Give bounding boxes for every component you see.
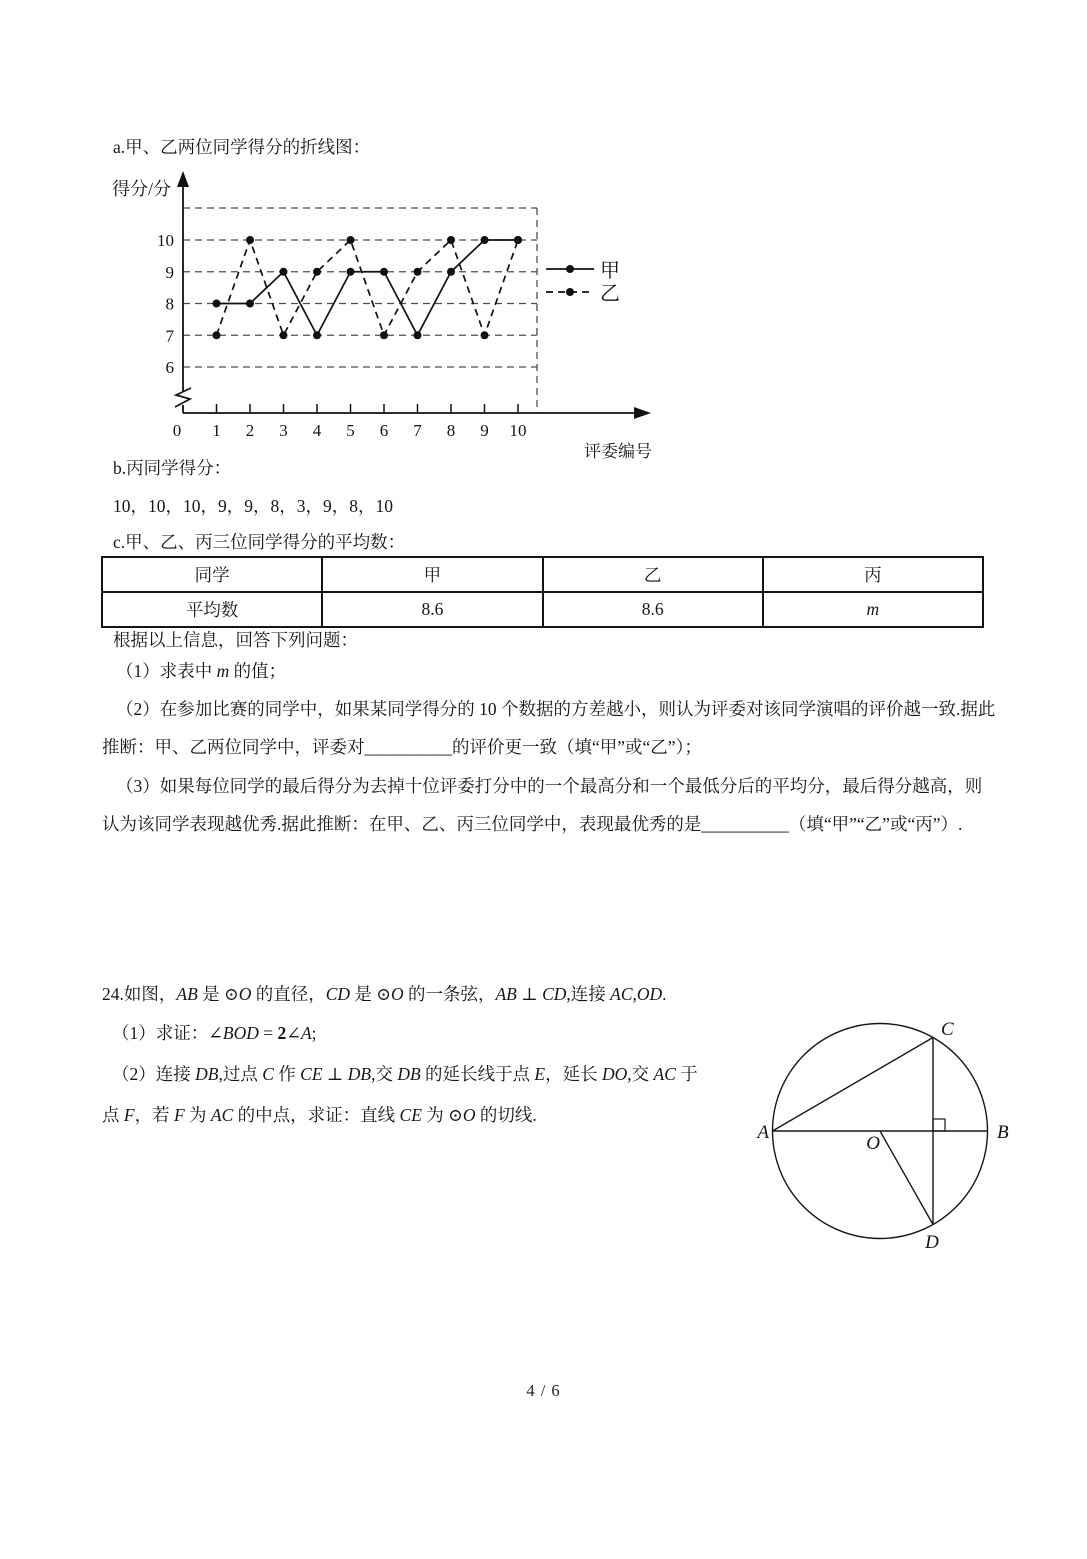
section-c-label: c.甲、乙、丙三位同学得分的平均数： — [113, 532, 406, 552]
segment-od — [880, 1131, 933, 1225]
question-3-line-2: 认为该同学表现越优秀.据此推断：在甲、乙、丙三位同学中，表现最优秀的是__________（填“甲”“乙”或“丙”）. — [102, 814, 963, 834]
svg-text:10: 10 — [157, 231, 174, 250]
svg-text:4: 4 — [312, 421, 322, 440]
circle-diagram — [745, 1005, 1035, 1260]
svg-text:9: 9 — [165, 262, 174, 282]
svg-text:9: 9 — [480, 421, 489, 440]
header-student: 同学 — [102, 557, 322, 592]
segment-ac — [773, 1038, 934, 1132]
average-table — [101, 556, 984, 628]
header-bing: 丙 — [763, 557, 983, 592]
svg-text:6: 6 — [165, 358, 174, 377]
problem-24-line-3: （2）连接 DB,过点 C 作 CE ⊥ DB,交 DB 的延长线于点 E，延长 DO,交 AC 于 — [112, 1064, 698, 1084]
svg-text:3: 3 — [279, 421, 288, 440]
point-label-b: B — [997, 1122, 1009, 1143]
svg-text:7: 7 — [165, 326, 174, 346]
section-a-label: a.甲、乙两位同学得分的折线图： — [113, 137, 371, 157]
svg-text:1: 1 — [212, 421, 221, 440]
svg-text:8: 8 — [165, 294, 174, 314]
student-c-scores: 10，10，10，9，9，8，3，9，8，10 — [113, 496, 393, 516]
svg-text:得分/分: 得分/分 — [112, 179, 172, 199]
problem-24-line-2: （1）求证：∠BOD = 2∠A; — [112, 1023, 317, 1043]
point-label-a: A — [757, 1122, 769, 1143]
svg-text:乙: 乙 — [600, 283, 620, 305]
question-3-line-1: （3）如果每位同学的最后得分为去掉十位评委打分中的一个最高分和一个最低分后的平均分，最后得分越高，则 — [116, 776, 983, 796]
avg-bing-m: m — [763, 592, 983, 627]
header-jia: 甲 — [322, 557, 542, 592]
svg-text:评委编号: 评委编号 — [584, 442, 652, 461]
circle-diagram-svg — [745, 1005, 1035, 1260]
point-label-d: D — [925, 1232, 939, 1253]
svg-text:0: 0 — [172, 421, 182, 440]
score-line-chart — [110, 165, 670, 465]
header-yi: 乙 — [543, 557, 763, 592]
section-b-label: b.丙同学得分： — [113, 458, 232, 478]
question-1: （1）求表中 m 的值； — [116, 661, 287, 681]
svg-text:6: 6 — [379, 421, 389, 440]
avg-yi: 8.6 — [543, 592, 763, 627]
svg-text:8: 8 — [446, 421, 456, 440]
svg-text:甲: 甲 — [600, 260, 620, 282]
questions-intro: 根据以上信息，回答下列问题： — [113, 630, 358, 650]
avg-jia: 8.6 — [322, 592, 542, 627]
point-label-o: O — [866, 1133, 880, 1154]
problem-24-line-4: 点 F，若 F 为 AC 的中点，求证：直线 CE 为 ⊙O 的切线. — [102, 1105, 537, 1125]
point-label-c: C — [941, 1019, 954, 1040]
table-header-row — [102, 557, 983, 592]
question-2-line-2: 推断：甲、乙两位同学中，评委对__________的评价更一致（填“甲”或“乙”）； — [102, 737, 702, 757]
svg-text:7: 7 — [413, 421, 422, 440]
problem-24-line-1: 24.如图，AB 是 ⊙O 的直径，CD 是 ⊙O 的一条弦，AB ⊥ CD,连接 AC,OD. — [102, 984, 667, 1004]
svg-text:10: 10 — [509, 421, 527, 440]
question-2-line-1: （2）在参加比赛的同学中，如果某同学得分的 10 个数据的方差越小，则认为评委对该同学演唱的评价越一致.据此 — [116, 699, 996, 719]
svg-text:2: 2 — [245, 421, 255, 440]
right-angle-mark — [933, 1119, 945, 1131]
page-number: 4 / 6 — [526, 1381, 561, 1400]
row-label-average: 平均数 — [102, 592, 322, 627]
table-data-row — [102, 592, 983, 627]
svg-text:5: 5 — [346, 421, 355, 440]
score-line-chart-svg — [110, 165, 670, 465]
